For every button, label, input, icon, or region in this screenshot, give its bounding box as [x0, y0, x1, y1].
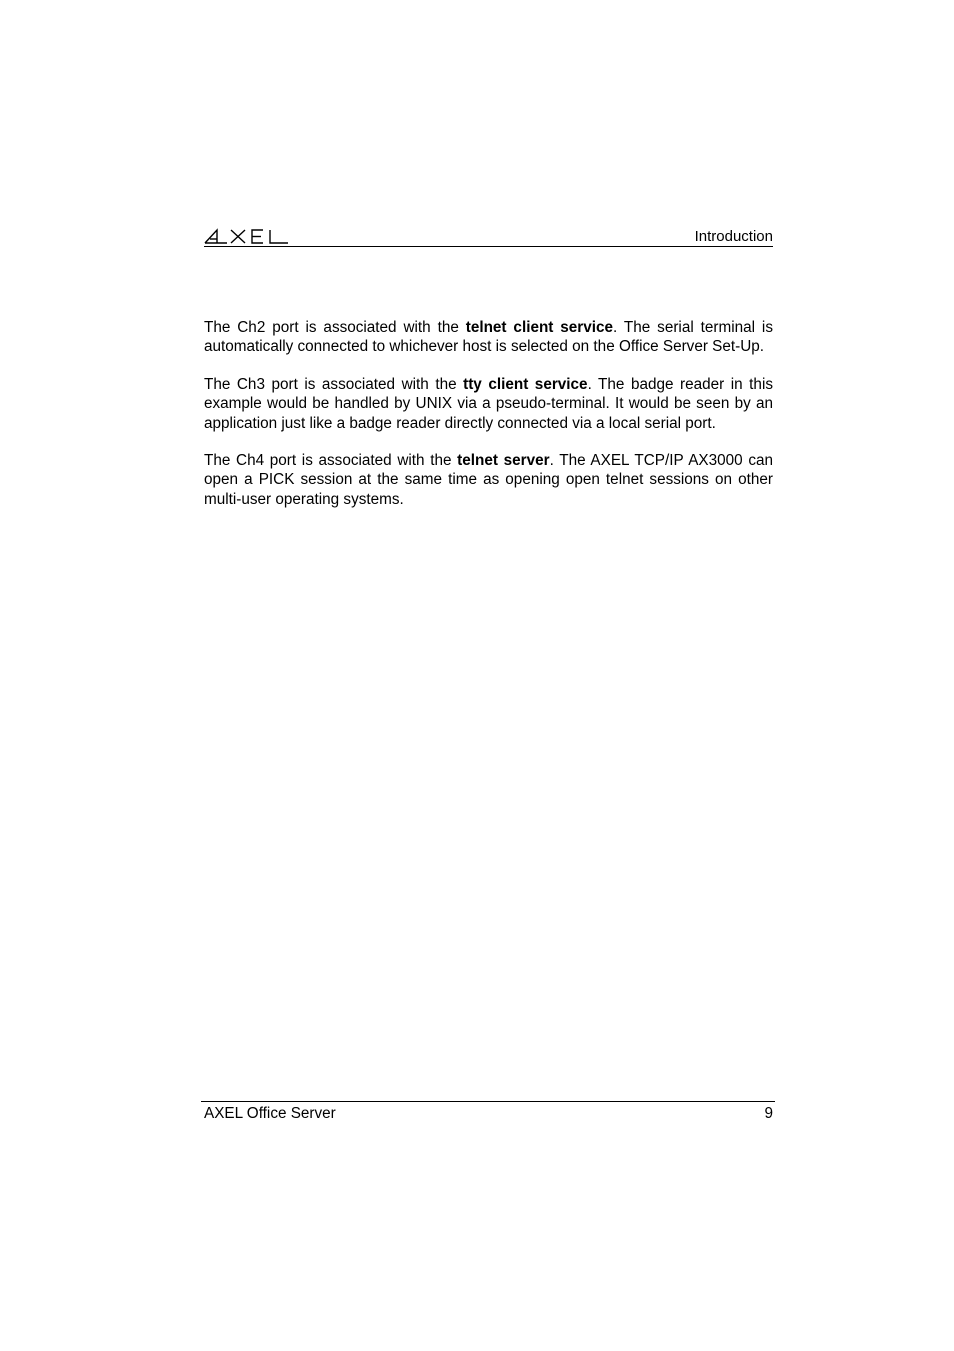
paragraph-ch4: The Ch4 port is associated with the telnet server. The AXEL TCP/IP AX3000 can open a PICK session at the same time as opening open telnet sessions on other multi-user operating systems. — [204, 452, 773, 508]
page-header — [204, 224, 773, 247]
paragraph-ch3: The Ch3 port is associated with the tty client service. The badge reader in this example would be handled by UNIX via a pseudo-terminal. It would be seen by an application just like a badge reader directly connected via a local serial port. — [204, 375, 773, 432]
footer-product-name: AXEL Office Server — [204, 1105, 336, 1122]
page-number: 9 — [764, 1105, 773, 1122]
axel-logo — [204, 228, 290, 245]
paragraph-ch2: The Ch2 port is associated with the telnet client service. The serial terminal is automatically connected to whichever host is selected on the Office Server Set-Up. — [204, 319, 773, 356]
section-title: Introduction — [694, 228, 773, 245]
page-body — [204, 318, 773, 527]
page-footer — [201, 1101, 775, 1126]
